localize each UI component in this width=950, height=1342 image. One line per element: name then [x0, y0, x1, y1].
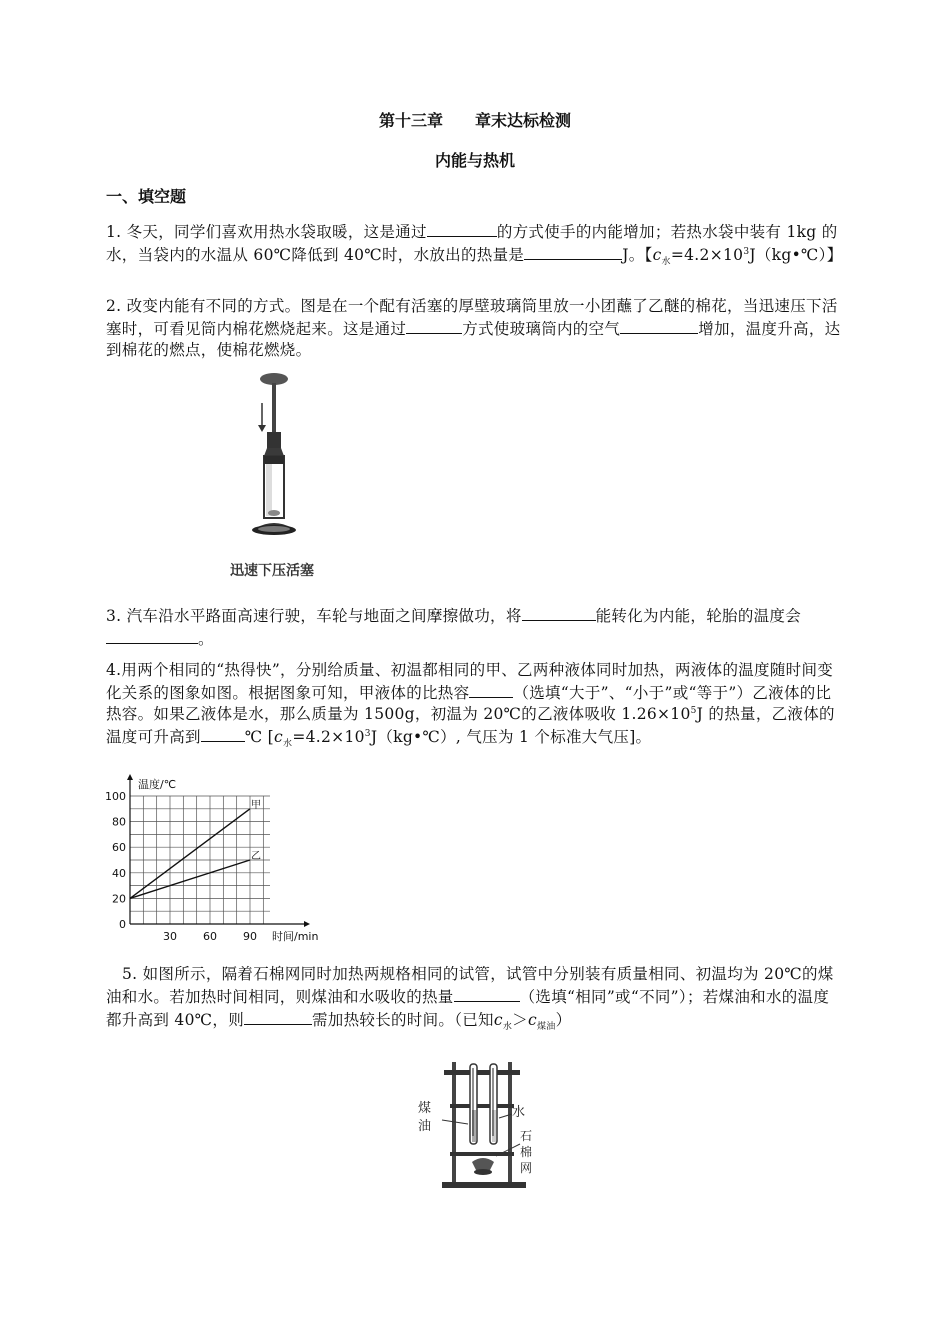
piston-figure [226, 370, 356, 585]
q2-text-1: 2. 改变内能有不同的方式。图是在一个配有活塞的厚壁玻璃筒里放一小团蘸了乙醚的棉花，当迅速压下活塞时，可看见筒内棉花燃烧起来。这是通过 [106, 297, 838, 338]
q4-text-1: 4.用两个相同的“热得快”，分别给质量、初温都相同的甲、乙两种液体同时加热，两液体的温度随时间变化关系的图象如图。根据图象可知，甲液体的比热容 [106, 661, 834, 702]
y-tick-label: 60 [112, 841, 126, 855]
q4-text-4: ℃ [ [244, 728, 275, 746]
q1-exponent: 3 [743, 246, 750, 257]
temperature-chart-svg [100, 770, 340, 948]
q2-text-3: 增加，温度升高，达到棉花的燃点，使棉花燃烧。 [106, 320, 841, 359]
q4-text-3: J 的热量，乙液体的温度可升高到 [106, 705, 835, 746]
q1-text-1: 1. 冬天，同学们喜欢用热水袋取暖，这是通过 [106, 223, 427, 241]
q5-text-4: ） [555, 1011, 572, 1029]
label-gauze-2: 棉 [520, 1145, 533, 1159]
x-axis-label: 时间/min [272, 930, 319, 943]
q5-greater-than: ＞ [512, 1011, 528, 1029]
piston-figure-caption: 迅速下压活塞 [230, 563, 314, 579]
q5-c-kerosene-subscript: 煤油 [536, 1022, 556, 1033]
section-title: 一、填空题 [106, 187, 187, 206]
q4-text-2: （选填“大于”、“小于”或“等于”）乙液体的比热容。如果乙液体是水，那么质量为 1500g，初温为 20℃的乙液体吸收 1.26×10 [106, 684, 832, 723]
q2-blank-1[interactable] [406, 317, 462, 334]
q4-exponent-1: 5 [690, 705, 697, 716]
piston-illustration [226, 370, 356, 560]
chapter-title [0, 108, 950, 131]
x-tick-label: 30 [163, 930, 177, 943]
q4-text-5: =4.2×10 [292, 728, 365, 746]
y-tick-label: 80 [112, 815, 126, 829]
test-tube-apparatus-svg [412, 1058, 552, 1190]
question-1 [106, 220, 844, 266]
question-4 [106, 660, 844, 748]
q1-blank-1[interactable] [427, 220, 497, 237]
label-gauze-3: 网 [520, 1161, 533, 1175]
x-axis-arrow [304, 921, 310, 927]
q5-text-2: （选填“相同”或“不同”）；若煤油和水的温度都升高到 40℃，则 [106, 988, 830, 1029]
x-tick-label: 60 [203, 930, 217, 943]
y-axis-arrow [127, 774, 133, 780]
label-gauze-1: 石 [520, 1129, 533, 1143]
y-tick-label: 0 [119, 918, 126, 931]
q5-blank-2[interactable] [244, 1008, 312, 1025]
q3-text-1: 3. 汽车沿水平路面高速行驶，车轮与地面之间摩擦做功，将 [106, 607, 522, 625]
q3-blank-1[interactable] [522, 604, 596, 621]
q5-blank-1[interactable] [454, 985, 520, 1002]
temperature-chart [100, 770, 340, 948]
chapter-number: 第十三章 [378, 111, 443, 130]
series-label: 乙 [251, 851, 261, 862]
q1-c-symbol: c [652, 246, 662, 264]
q3-blank-2[interactable] [106, 627, 198, 644]
x-tick-label: 90 [243, 930, 257, 943]
q5-c-kerosene-symbol: c [527, 1011, 537, 1029]
q1-text-5: J（kg•℃）】 [749, 246, 843, 264]
q2-text-2: 方式使玻璃筒内的空气 [462, 320, 621, 338]
y-axis-label: 温度/℃ [138, 778, 177, 791]
question-2 [106, 296, 844, 361]
q2-blank-2[interactable] [620, 317, 698, 334]
q1-blank-2[interactable] [524, 243, 622, 260]
q4-blank-1[interactable] [469, 681, 513, 698]
q1-text-3: J。【 [622, 246, 653, 264]
q1-c-subscript: 水 [661, 257, 671, 268]
label-water: 水 [512, 1105, 526, 1120]
label-kerosene-1: 煤 [418, 1101, 432, 1116]
y-tick-label: 40 [112, 866, 126, 880]
q5-c-water-symbol: c [493, 1011, 503, 1029]
q4-c-symbol: c [274, 728, 284, 746]
series-label: 甲 [251, 799, 261, 811]
label-kerosene-2: 油 [418, 1119, 432, 1134]
test-title: 章末达标检测 [475, 111, 572, 130]
q4-c-subscript: 水 [283, 739, 293, 750]
q3-text-3: 。 [198, 630, 214, 648]
chapter-subtitle: 内能与热机 [434, 151, 515, 170]
q1-text-2: 的方式使手的内能增加；若热水袋中装有 1kg 的水，当袋内的水温从 60℃降低到 40℃时，水放出的热量是 [106, 223, 838, 264]
q3-text-2: 能转化为内能，轮胎的温度会 [595, 607, 802, 625]
q4-exponent-2: 3 [364, 728, 371, 739]
q4-text-6: J（kg•℃）, 气压为 1 个标准大气压]。 [370, 728, 652, 746]
q1-text-4: =4.2×10 [670, 246, 744, 264]
q5-c-water-subscript: 水 [502, 1022, 513, 1033]
q4-blank-2[interactable] [201, 725, 245, 742]
y-tick-label: 100 [105, 790, 126, 803]
q5-text-3: 需加热较长的时间。（已知 [312, 1011, 494, 1029]
y-tick-label: 20 [112, 892, 126, 906]
question-5 [106, 964, 844, 1031]
q5-text-1: 5. 如图所示，隔着石棉网同时加热两规格相同的试管，试管中分别装有质量相同、初温均为 20℃的煤油和水。若加热时间相同，则煤油和水吸收的热量 [106, 965, 834, 1006]
test-tube-apparatus-figure [412, 1058, 552, 1190]
question-3 [106, 604, 844, 650]
series-line [130, 809, 250, 899]
series-line [130, 860, 250, 898]
